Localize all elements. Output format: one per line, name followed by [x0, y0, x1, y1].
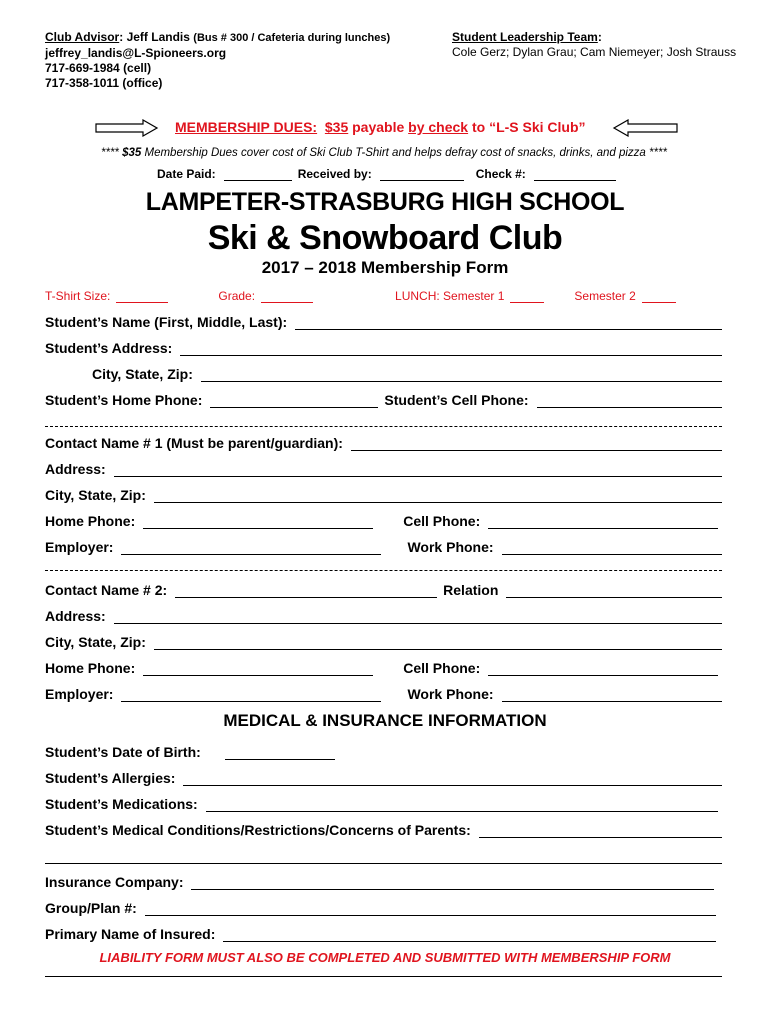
insurance-company-field[interactable]: [191, 876, 714, 890]
contact1-city-row: [45, 485, 722, 503]
student-city-row: [92, 364, 722, 382]
contact1-cell-phone-label: Cell Phone:: [403, 513, 481, 529]
student-city-field[interactable]: [201, 368, 722, 382]
student-home-phone-label: Student’s Home Phone:: [45, 392, 203, 408]
received-by-label: Received by:: [297, 167, 372, 181]
group-plan-row: [45, 898, 722, 916]
contact1-name-row: [45, 433, 722, 451]
dob-label: Student’s Date of Birth:: [45, 744, 201, 760]
lunch-semester1-field[interactable]: [510, 290, 544, 303]
section-divider: [45, 426, 722, 427]
student-name-field[interactable]: [295, 316, 722, 330]
insurance-company-label: Insurance Company:: [45, 874, 184, 890]
contact1-employer-label: Employer:: [45, 539, 114, 555]
advisor-label: Club Advisor: [45, 30, 120, 44]
dob-field[interactable]: [225, 746, 335, 760]
advisor-email: jeffrey_landis@L-Spioneers.org: [45, 46, 227, 60]
received-by-field[interactable]: [380, 167, 464, 181]
conditions-label: Student’s Medical Conditions/Restrictions/Concerns of Parents:: [45, 822, 471, 838]
medical-heading: MEDICAL & INSURANCE INFORMATION: [223, 711, 547, 730]
contact2-employer-label: Employer:: [45, 686, 114, 702]
student-address-row: [45, 338, 722, 356]
contact1-address-row: [45, 459, 722, 477]
student-name-label: Student’s Name (First, Middle, Last):: [45, 314, 288, 330]
contact2-address-label: Address:: [45, 608, 106, 624]
medications-field[interactable]: [206, 798, 718, 812]
contact2-cell-phone-label: Cell Phone:: [403, 660, 481, 676]
left-arrow-icon: [612, 119, 678, 137]
student-address-label: Student’s Address:: [45, 340, 173, 356]
right-arrow-icon: [95, 119, 159, 137]
conditions-continued-row: [45, 846, 722, 864]
contact1-employer-field[interactable]: [121, 541, 381, 555]
contact2-city-field[interactable]: [154, 636, 722, 650]
grade-field[interactable]: [261, 290, 313, 303]
contact1-address-field[interactable]: [114, 463, 722, 477]
contact2-name-label: Contact Name # 2:: [45, 582, 168, 598]
contact2-phone-row: [45, 658, 722, 676]
dues-note-text: Membership Dues cover cost of Ski Club T-Shirt and helps defray cost of snacks, drinks, and pizza ****: [141, 147, 667, 159]
contact2-home-phone-field[interactable]: [143, 662, 373, 676]
check-number-label: Check #:: [475, 167, 526, 181]
contact1-home-phone-label: Home Phone:: [45, 513, 136, 529]
footer-rule: [45, 976, 722, 977]
conditions-field[interactable]: [479, 824, 722, 838]
lunch-semester1-label: LUNCH: Semester 1: [395, 289, 505, 303]
contact1-employer-row: [45, 537, 722, 555]
contact1-name-field[interactable]: [351, 437, 722, 451]
advisor-name: Jeff Landis: [126, 30, 190, 44]
insured-label: Primary Name of Insured:: [45, 926, 216, 942]
school-title: LAMPETER-STRASBURG HIGH SCHOOL: [145, 188, 625, 216]
contact1-phone-row: [45, 511, 722, 529]
insured-row: [45, 924, 722, 942]
student-name-row: [45, 312, 722, 330]
dues-payee: to “L-S Ski Club”: [471, 119, 586, 135]
advisor-cell: 717-669-1984 (cell): [45, 61, 152, 75]
dob-row: [45, 742, 722, 760]
contact2-relation-label: Relation: [443, 582, 499, 598]
student-cell-phone-field[interactable]: [537, 394, 722, 408]
contact2-work-phone-label: Work Phone:: [407, 686, 494, 702]
conditions-continued-field[interactable]: [45, 850, 722, 864]
lunch-semester2-field[interactable]: [642, 290, 676, 303]
contact2-work-phone-field[interactable]: [502, 688, 722, 702]
contact2-employer-row: [45, 684, 722, 702]
conditions-row: [45, 820, 722, 838]
advisor-office: 717-358-1011 (office): [45, 76, 163, 90]
contact2-city-row: [45, 632, 722, 650]
student-city-label: City, State, Zip:: [92, 366, 193, 382]
contact2-name-row: [45, 580, 722, 598]
check-number-field[interactable]: [534, 167, 616, 181]
contact1-work-phone-label: Work Phone:: [407, 539, 494, 555]
tshirt-grade-lunch-row: [45, 289, 725, 303]
dues-note: **** $35 Membership Dues cover cost of Ski Club T-Shirt and helps defray cost of snacks, drinks, and pizza ****: [101, 147, 667, 159]
contact2-relation-field[interactable]: [506, 584, 722, 598]
leadership-team-block: Student Leadership Team: Cole Gerz; Dylan Grau; Cam Niemeyer; Josh Strauss: [452, 30, 737, 59]
grade-label: Grade:: [218, 289, 256, 303]
lunch-semester2-label: Semester 2: [574, 289, 636, 303]
dues-payable: payable: [352, 119, 405, 135]
medications-label: Student’s Medications:: [45, 796, 198, 812]
dues-label: MEMBERSHIP DUES:: [175, 119, 318, 135]
liability-notice: LIABILITY FORM MUST ALSO BE COMPLETED AND SUBMITTED WITH MEMBERSHIP FORM: [99, 950, 671, 965]
contact1-city-field[interactable]: [154, 489, 722, 503]
dues-amount: $35: [324, 119, 349, 135]
team-names: Cole Gerz; Dylan Grau; Cam Niemeyer; Josh Strauss: [452, 45, 737, 59]
contact2-address-field[interactable]: [114, 610, 722, 624]
allergies-label: Student’s Allergies:: [45, 770, 176, 786]
allergies-field[interactable]: [183, 772, 722, 786]
student-cell-phone-label: Student’s Cell Phone:: [384, 392, 529, 408]
club-title: Ski & Snowboard Club: [207, 219, 563, 257]
allergies-row: [45, 768, 722, 786]
advisor-block: Club Advisor: Jeff Landis (Bus # 300 / Cafeteria during lunches) jeffrey_landis@L-Spioneers.org 717-669-1984 (cell) 717-358-1011 (office): [45, 30, 391, 90]
dues-by-check: by check: [408, 119, 469, 135]
office-use-row: [157, 167, 616, 181]
insurance-row: [45, 872, 722, 890]
student-home-phone-field[interactable]: [210, 394, 378, 408]
form-title: 2017 – 2018 Membership Form: [261, 258, 509, 277]
contact2-home-phone-label: Home Phone:: [45, 660, 136, 676]
contact1-work-phone-field[interactable]: [502, 541, 722, 555]
advisor-note: (Bus # 300 / Cafeteria during lunches): [193, 32, 391, 44]
date-paid-field[interactable]: [224, 167, 292, 181]
insured-field[interactable]: [223, 928, 716, 942]
membership-dues-line: [175, 119, 586, 135]
contact1-name-label: Contact Name # 1 (Must be parent/guardian):: [45, 435, 343, 451]
team-label: Student Leadership Team: [452, 30, 598, 44]
contact1-cell-phone-field[interactable]: [488, 515, 718, 529]
section-divider: [45, 570, 722, 571]
dues-note-amount: $35: [122, 147, 142, 159]
tshirt-size-field[interactable]: [116, 290, 168, 303]
contact1-home-phone-field[interactable]: [143, 515, 373, 529]
contact2-employer-field[interactable]: [121, 688, 381, 702]
contact1-city-label: City, State, Zip:: [45, 487, 146, 503]
group-plan-field[interactable]: [145, 902, 716, 916]
contact2-cell-phone-field[interactable]: [488, 662, 718, 676]
contact2-city-label: City, State, Zip:: [45, 634, 146, 650]
date-paid-label: Date Paid:: [157, 167, 216, 181]
group-plan-label: Group/Plan #:: [45, 900, 137, 916]
tshirt-size-label: T-Shirt Size:: [45, 289, 111, 303]
student-phone-row: [45, 390, 722, 408]
medications-row: [45, 794, 722, 812]
student-address-field[interactable]: [180, 342, 722, 356]
contact2-name-field[interactable]: [175, 584, 437, 598]
contact2-address-row: [45, 606, 722, 624]
contact1-address-label: Address:: [45, 461, 106, 477]
